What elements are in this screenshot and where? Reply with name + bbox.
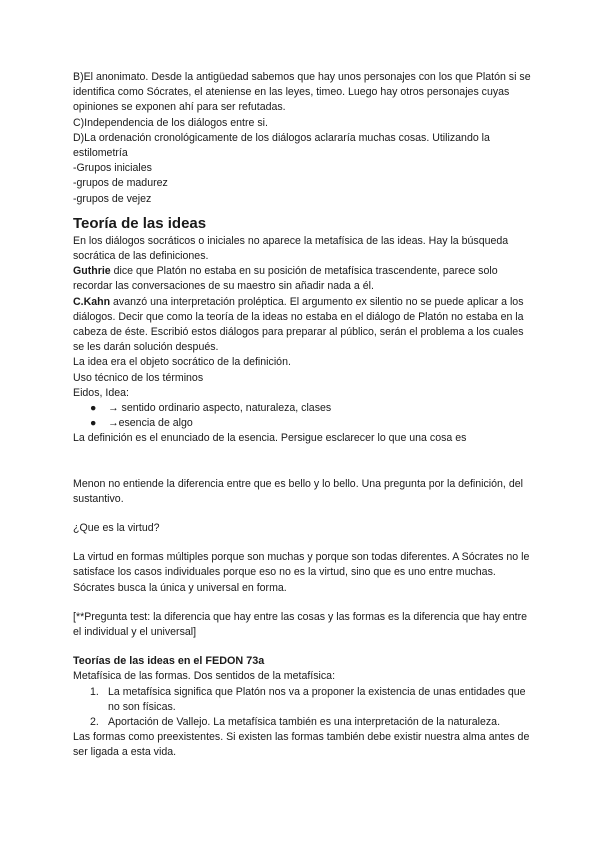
paragraph-anonimato: B)El anonimato. Desde la antigüedad sabemos que hay unos personajes con los que Platón si se identifica como Sócrates, el ateniense en las leyes, timeo. Luego hay otros personajes cuyas opiniones se exponen ahí para ser refutadas. [73,71,531,114]
group-madurez: -grupos de madurez [73,177,168,190]
spacer [73,447,533,477]
list-item: 2. Aportación de Vallejo. La metafísica también es una interpretación de la naturaleza. [90,715,501,728]
paragraph-dialogos-socraticos: En los diálogos socráticos o iniciales no aparece la metafísica de las ideas. Hay la búsqueda socrática de las definiciones. [73,234,509,263]
paragraph-definicion: La definición es el enunciado de la esencia. Persigue esclarecer lo que una cosa es [73,432,467,445]
spacer [73,640,533,654]
name-guthrie: Guthrie [73,265,111,278]
text-kahn: avanzó una interpretación proléptica. El argumento ex silentio no se puede aplicar a los diálogos. Decir que como la teoría de la ideas no estaba en el diálogo de Platón no estaba en la cabeza de éste. Escribió estos diálogos para preparar al público, serán el problema a los cuales se les darán solución después. [73,295,524,354]
paragraph-pregunta-test: [**Pregunta test: la diferencia que hay entre las cosas y las formas es la diferencia que hay entre el individual y el universal] [73,610,528,639]
text-guthrie: dice que Platón no estaba en su posición de metafísica trascendente, parece solo recordar las conversaciones de su maestro sin añadir nada a él. [73,265,498,293]
spacer [73,536,533,550]
paragraph-kahn [73,295,533,356]
paragraph-metafisica-formas: Metafísica de las formas. Dos sentidos de la metafísica: [73,670,336,683]
heading-fedon: Teorías de las ideas en el FEDON 73a [73,655,265,668]
paragraph-uso-tecnico: Uso técnico de los términos [73,371,204,384]
paragraph-ordenacion: D)La ordenación cronológicamente de los diálogos aclararía muchas cosas. Utilizando la estilometría [73,131,490,160]
heading-teoria-ideas: Teoría de las ideas [73,214,207,232]
list-item: ● →esencia de algo [73,416,533,431]
spacer [73,596,533,610]
spacer [73,507,533,521]
paragraph-independencia: C)Independencia de los diálogos entre si. [73,116,268,129]
bullet-list [73,401,533,431]
list-item: 1. La metafísica significa que Platón nos va a proponer la existencia de unas entidades que no son físicas. [90,685,526,713]
list-item: ● → sentido ordinario aspecto, naturaleza, clases [73,401,533,416]
bullet-icon: ● [90,402,97,415]
paragraph-eidos: Eidos, Idea: [73,386,129,399]
paragraph-virtud-pregunta: ¿Que es la virtud? [73,522,160,535]
bullet-icon: ● [90,417,97,430]
paragraph-idea-objeto: La idea era el objeto socrático de la definición. [73,356,291,369]
document-body [73,70,533,761]
paragraph-preexistentes: Las formas como preexistentes. Si existen las formas también debe existir nuestra alma antes de ser ligada a esta vida. [73,731,530,759]
name-kahn: C.Kahn [73,295,111,308]
numbered-list [73,685,533,731]
paragraph-menon: Menon no entiende la diferencia entre que es bello y lo bello. Una pregunta por la definición, del sustantivo. [73,477,523,505]
paragraph-guthrie [73,264,533,294]
group-iniciales: -Grupos iniciales [73,162,152,175]
paragraph-virtud-formas: La virtud en formas múltiples porque son muchas y porque son todas diferentes. A Sócrates no le satisface los casos individuales porque eso no es la virtud, sino que es uno entre muchas. Sócrates busca la única y universal en forma. [73,551,530,594]
group-vejez: -grupos de vejez [73,192,152,205]
